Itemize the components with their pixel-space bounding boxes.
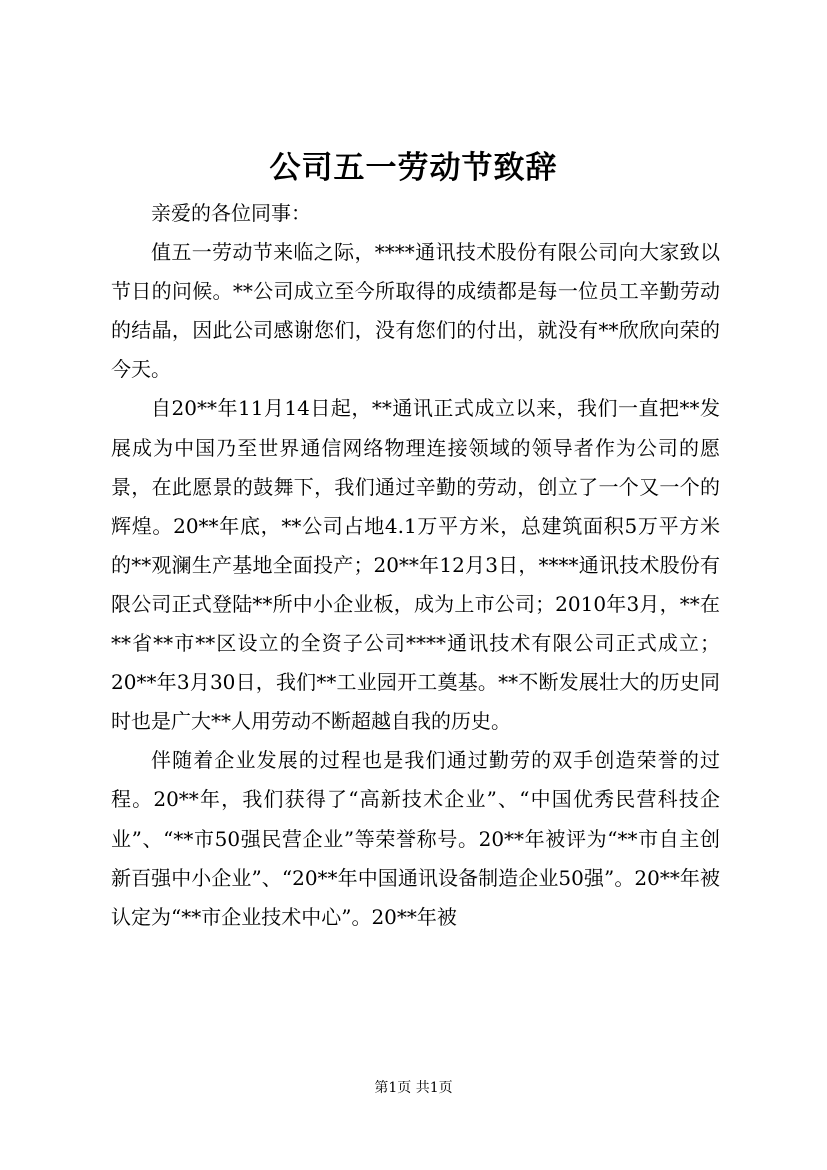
body-paragraph-1: 值五一劳动节来临之际，****通讯技术股份有限公司向大家致以节日的问候。**公司成立至今所取得的成绩都是每一位员工辛勤劳动的结晶，因此公司感谢您们，没有您们的付出，就没有**欣欣向荣的今天。 — [111, 240, 720, 382]
body-paragraph-3: 伴随着企业发展的过程也是我们通过勤劳的双手创造荣誉的过程。20**年，我们获得了“高新技术企业”、“中国优秀民营科技企业”、“**市50强民营企业”等荣誉称号。20**年被评为“**市自主创新百强中小企业”、“20**年中国通讯设备制造企业50强”。20**年被认定为“**市企业技术中心”。20**年被 — [111, 748, 720, 929]
document-title: 公司五一劳动节致辞 — [269, 150, 558, 186]
document-body — [111, 194, 720, 937]
greeting-paragraph: 亲爱的各位同事： — [151, 201, 311, 225]
body-paragraph-2: 自20**年11月14日起，**通讯正式成立以来，我们一直把**发展成为中国乃至世界通信网络物理连接领域的领导者作为公司的愿景，在此愿景的鼓舞下，我们通过辛勤的劳动，创立了一个又一个的辉煌。20**年底，**公司占地4.1万平方米，总建筑面积5万平方米的**观澜生产基地全面投产；20**年12月3日，****通讯技术股份有限公司正式登陆**所中小企业板，成为上市公司；2010年3月，**在**省**市**区设立的全资子公司****通讯技术有限公司正式成立；20**年3月30日，我们**工业园开工奠基。**不断发展壮大的历史同时也是广大**人用劳动不断超越自我的历史。 — [111, 396, 720, 734]
page-footer: 第1页 共1页 — [374, 1080, 453, 1096]
